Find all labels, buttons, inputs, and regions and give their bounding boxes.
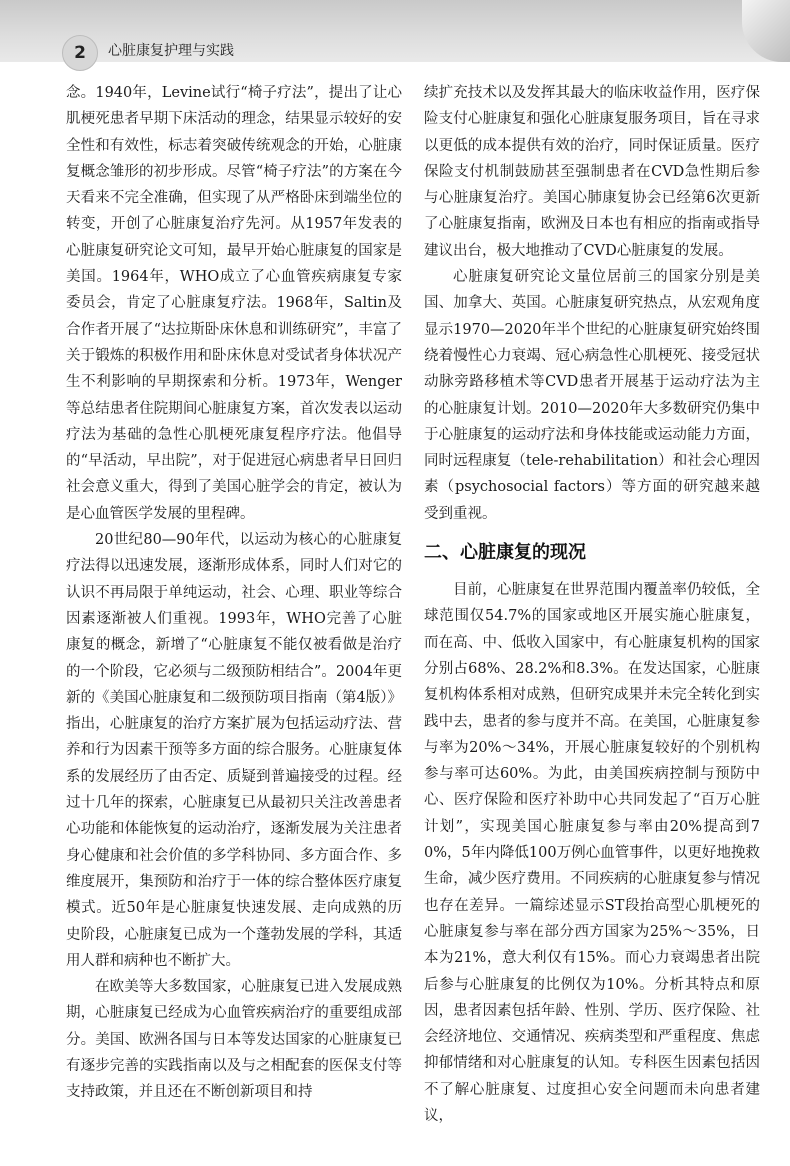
page-number-badge (62, 35, 98, 71)
paragraph-continuation: 续扩充技术以及发挥其最大的临床收益作用，医疗保险支付心脏康复和强化心脏康复服务项目，旨在寻求以更低的成本提供有效的治疗，同时保证质量。医疗保险支付机制鼓励甚至强制患者在CVD急性期后参与心脏康复治疗。美国心肺康复协会已经第6次更新了心脏康复指南，欧洲及日本也有相应的指南或指导建议出台，极大地推动了CVD心脏康复的发展。 (424, 85, 760, 259)
right-column (424, 80, 760, 1129)
page-number: 2 (74, 43, 86, 63)
paragraph: 20世纪80—90年代，以运动为核心的心脏康复疗法得以迅速发展，逐渐形成体系，同时人们对它的认识不再局限于单纯运动，社会、心理、职业等综合因素逐渐被人们重视。1993年，WHO完善了心脏康复的概念，新增了“心脏康复不能仅被看做是治疗的一个阶段，它必须与二级预防相结合”。2004年更新的《美国心脏康复和二级预防项目指南（第4版）》指出，心脏康复的治疗方案扩展为包括运动疗法、营养和行为因素干预等多方面的综合服务。心脏康复体系的发展经历了由否定、质疑到普遍接受的过程。经过十几年的探索，心脏康复已从最初只关注改善患者心功能和体能恢复的运动治疗，逐渐发展为关注患者身心健康和社会价值的多学科协同、多方面合作、多维度展开，集预防和治疗于一体的综合整体医疗康复模式。近50年是心脏康复快速发展、走向成熟的历史阶段，心脏康复已成为一个蓬勃发展的学科，其适用人群和病种也不断扩大。 (66, 532, 402, 969)
paragraph-continuation: 念。1940年，Levine试行“椅子疗法”，提出了让心肌梗死患者早期下床活动的理念，结果显示较好的安全性和有效性，标志着突破传统观念的开始，心脏康复概念雏形的初步形成。尽管“椅子疗法”的方案在今天看来不完全准确，但实现了从严格卧床到端坐位的转变，开创了心脏康复治疗先河。从1957年发表的心脏康复研究论文可知，最早开始心脏康复的国家是美国。1964年，WHO成立了心血管疾病康复专家委员会，肯定了心脏康复疗法。1968年，Saltin及合作者开展了“达拉斯卧床休息和训练研究”，丰富了关于锻炼的积极作用和卧床休息对受试者身体状况产生不利影响的早期探索和分析。1973年，Wenger等总结患者住院期间心脏康复方案，首次发表以运动疗法为基础的急性心肌梗死康复程序疗法。他倡导的“早活动，早出院”，对于促进冠心病患者早日回归社会意义重大，得到了美国心脏学会的肯定，被认为是心血管医学发展的里程碑。 (66, 85, 402, 522)
section-heading: 二、心脏康复的现况 (424, 542, 586, 564)
page-curl-decoration (742, 0, 790, 62)
paragraph: 目前，心脏康复在世界范围内覆盖率仍较低，全球范围仅54.7%的国家或地区开展实施心脏康复，而在高、中、低收入国家中，有心脏康复机构的国家分别占68%、28.2%和8.3%。在发达国家，心脏康复机构体系相对成熟，但研究成果并未完全转化到实践中去，患者的参与度并不高。在美国，心脏康复参与率为20%～34%，开展心脏康复较好的个别机构参与率可达60%。为此，由美国疾病控制与预防中心、医疗保险和医疗补助中心共同发起了“百万心脏计划”，实现美国心脏康复参与率由20%提高到70%，5年内降低100万例心血管事件，以更好地挽救生命，减少医疗费用。不同疾病的心脏康复参与情况也存在差异。一篇综述显示ST段抬高型心肌梗死的心脏康复参与率在部分西方国家为25%～35%，日本为21%，意大利仅有15%。而心力衰竭患者出院后参与心脏康复的比例仅为10%。分析其特点和原因，患者因素包括年龄、性别、学历、医疗保险、社会经济地位、交通情况、疾病类型和严重程度、焦虑抑郁情绪和对心脏康复的认知。专科医生因素包括因不了解心脏康复、过度担心安全问题而未向患者建议， (424, 582, 760, 1124)
paragraph: 心脏康复研究论文量位居前三的国家分别是美国、加拿大、英国。心脏康复研究热点，从宏观角度显示1970—2020年半个世纪的心脏康复研究始终围绕着慢性心力衰竭、冠心病急性心肌梗死、接受冠状动脉旁路移植术等CVD患者开展基于运动疗法为主的心脏康复计划。2010—2020年大多数研究仍集中于心脏康复的运动疗法和身体技能或运动能力方面，同时远程康复（tele-rehabilitation）和社会心理因素（psychosocial factors）等方面的研究越来越受到重视。 (424, 269, 760, 522)
running-title: 心脏康复护理与实践 (108, 43, 234, 59)
paragraph: 在欧美等大多数国家，心脏康复已进入发展成熟期，心脏康复已经成为心血管疾病治疗的重要组成部分。美国、欧洲各国与日本等发达国家的心脏康复已有逐步完善的实践指南以及与之相配套的医保支付等支持政策，并且还在不断创新项目和持 (66, 979, 402, 1101)
left-column (66, 80, 402, 1106)
